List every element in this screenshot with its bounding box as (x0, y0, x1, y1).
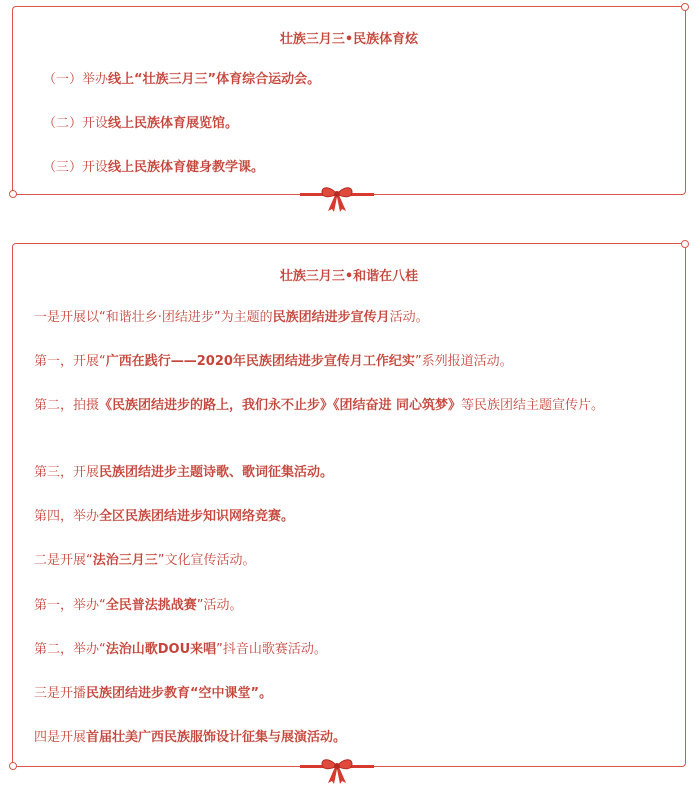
corner-dot-icon (681, 3, 689, 11)
ribbon-bow-icon (300, 756, 374, 786)
list-item: 第一，举办“全民普法挑战赛”活动。 (34, 598, 243, 613)
list-item: （三）开设线上民族体育健身教学课。 (43, 160, 265, 175)
list-item: 四是开展首届壮美广西民族服饰设计征集与展演活动。 (34, 730, 347, 745)
section-title: 壮族三月三•和谐在八桂 (279, 269, 419, 284)
ribbon-bow-icon (300, 184, 374, 214)
corner-dot-icon (9, 762, 17, 770)
section-card-harmony (12, 243, 686, 767)
section-title: 壮族三月三•民族体育炫 (279, 32, 419, 47)
list-item: 二是开展“法治三月三”文化宣传活动。 (34, 553, 256, 568)
list-item: 第二，举办“法治山歌DOU来唱”抖音山歌赛活动。 (34, 642, 327, 657)
list-item: （一）举办线上“壮族三月三”体育综合运动会。 (43, 72, 321, 87)
corner-dot-icon (681, 240, 689, 248)
list-item: 一是开展以“和谐壮乡·团结进步”为主题的民族团结进步宣传月活动。 (34, 310, 429, 325)
list-item: 第三，开展民族团结进步主题诗歌、歌词征集活动。 (34, 465, 334, 480)
section-card-sports (12, 6, 686, 195)
list-item: 第二，拍摄《民族团结进步的路上，我们永不止步》《团结奋进 同心筑梦》等民族团结主题宣传片。 (34, 398, 605, 413)
corner-dot-icon (9, 190, 17, 198)
list-item: 三是开播民族团结进步教育“空中课堂”。 (34, 686, 273, 701)
list-item: 第一，开展“广西在践行——2020年民族团结进步宣传月工作纪实”系列报道活动。 (34, 354, 513, 369)
list-item: 第四，举办全区民族团结进步知识网络竞赛。 (34, 509, 295, 524)
list-item: （二）开设线上民族体育展览馆。 (43, 116, 239, 131)
